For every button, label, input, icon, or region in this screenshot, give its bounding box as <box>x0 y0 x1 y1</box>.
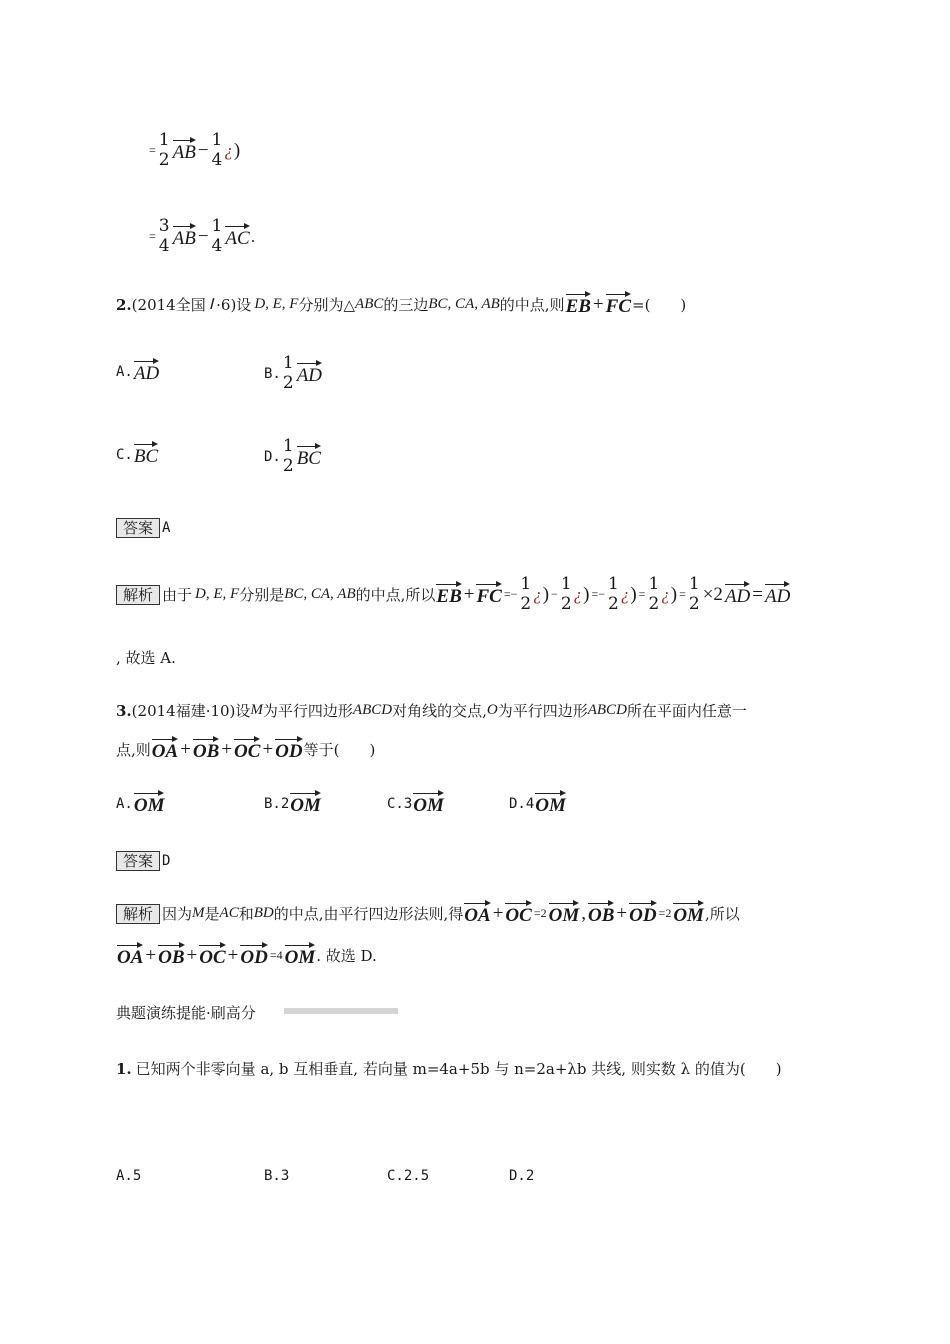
vector-fc: FC <box>476 583 501 606</box>
vector-oc: OC <box>199 944 225 967</box>
question-3-line-2: 点,则 OA + OB + OC + OD 等于( ) <box>116 738 376 762</box>
vector-oc: OC <box>234 738 260 761</box>
p1-option-a: A.5 <box>116 1168 142 1184</box>
vector-ab: AB <box>173 139 196 162</box>
q3-analysis-line-1: 解析 因为 M 是 AC 和 BD 的中点,由平行四边形法则,得 OA + OC =2 OM , OB + OD =2 OM ,所以 <box>116 902 740 925</box>
vector-om: OM <box>535 792 566 815</box>
vector-eb: EB <box>436 583 461 606</box>
vector-om: OM <box>134 792 165 815</box>
q3-option-d: D. 4 OM <box>509 792 567 815</box>
q2-option-a: A. AD <box>116 360 160 383</box>
q2-conclusion: , 故选 A. <box>116 649 176 667</box>
vector-fc: FC <box>606 293 631 316</box>
vector-eb: EB <box>566 293 591 316</box>
vector-ab: AB <box>173 225 196 248</box>
fraction: 1 2 <box>648 574 660 614</box>
vector-ob: OB <box>158 944 184 967</box>
answer-tag: 答案 <box>116 518 160 538</box>
p1-option-c: C.2.5 <box>387 1168 430 1184</box>
prev-line-1: = 1 2 AB − 1 4 ¿ ) <box>149 130 241 170</box>
answer-tag: 答案 <box>116 851 160 871</box>
vector-od: OD <box>275 738 302 761</box>
vector-ad: AD <box>725 583 750 606</box>
q3-option-a: A. OM <box>116 792 165 815</box>
vector-om: OM <box>290 792 321 815</box>
vector-ob: OB <box>588 902 614 925</box>
vector-od: OD <box>629 902 656 925</box>
question-3-line-1: 3. (2014福建·10)设 M 为平行四边形 ABCD 对角线的交点, O 为平行四边形 ABCD 所在平面内任意一 <box>116 701 747 720</box>
vector-od: OD <box>240 944 267 967</box>
section-title: 典题演练提能·刷高分 <box>116 1004 256 1022</box>
fraction: 1 4 <box>211 216 223 256</box>
practice-problem-1: 1. 已知两个非零向量 a, b 互相垂直, 若向量 m=4a+5b 与 n=2a+λb 共线, 则实数 λ 的值为( ) <box>116 1059 782 1078</box>
fraction: 1 2 <box>608 574 619 614</box>
vector-oc: OC <box>505 902 531 925</box>
q3-option-b: B. 2 OM <box>264 792 322 815</box>
q3-option-c: C. 3 OM <box>387 792 445 815</box>
vector-om: OM <box>413 792 444 815</box>
vector-ad: AD <box>297 362 322 385</box>
vector-oa: OA <box>152 738 178 761</box>
vector-bc: BC <box>134 443 158 466</box>
question-2: 2. (2014全国 Ⅰ ·6)设 D, E, F 分别为△ ABC 的三边 BC, CA, AB 的中点,则 EB + FC =( ) <box>116 293 687 317</box>
vector-om: OM <box>549 902 580 925</box>
fraction: 1 2 <box>688 574 700 614</box>
fraction: 1 2 <box>158 130 170 170</box>
q2-analysis: 解析 由于 D, E, F 分别是 BC, CA, AB 的中点,所以 EB + FC =− 1 2 ¿ ) − 1 2 ¿ ) =− 1 2 ¿ ) = 1 2 ¿ ) = 1 2 ×2 AD = AD <box>116 576 791 613</box>
analysis-tag: 解析 <box>116 904 160 924</box>
q3-analysis-line-2: OA + OB + OC + OD =4 OM . 故选 D. <box>117 944 377 968</box>
vector-ac: AC <box>225 225 249 248</box>
vector-oa: OA <box>117 944 143 967</box>
vector-ad: AD <box>765 583 790 606</box>
vector-ad: AD <box>134 360 159 383</box>
vector-om: OM <box>673 902 704 925</box>
q2-answer: 答案 A <box>116 518 170 538</box>
fraction: 1 2 <box>520 574 532 614</box>
vector-om: OM <box>285 944 316 967</box>
q3-answer: 答案 D <box>116 851 170 871</box>
fraction: 1 2 <box>282 436 294 476</box>
fraction: 1 2 <box>560 574 572 614</box>
q2-option-c: C. BC <box>116 443 159 466</box>
fraction: 1 2 <box>282 353 294 393</box>
vector-oa: OA <box>464 902 490 925</box>
p1-option-b: B.3 <box>264 1168 290 1184</box>
p1-option-d: D.2 <box>509 1168 535 1184</box>
q2-option-b: B. 1 2 AD <box>264 353 323 393</box>
vector-ob: OB <box>193 738 219 761</box>
analysis-tag: 解析 <box>116 585 160 605</box>
fraction: 1 4 <box>211 130 223 170</box>
fraction: 3 4 <box>158 216 170 256</box>
prev-line-2: = 3 4 AB − 1 4 AC . <box>149 216 256 256</box>
q2-option-d: D. 1 2 BC <box>264 436 321 476</box>
section-divider <box>284 1008 398 1014</box>
vector-bc: BC <box>297 445 321 468</box>
